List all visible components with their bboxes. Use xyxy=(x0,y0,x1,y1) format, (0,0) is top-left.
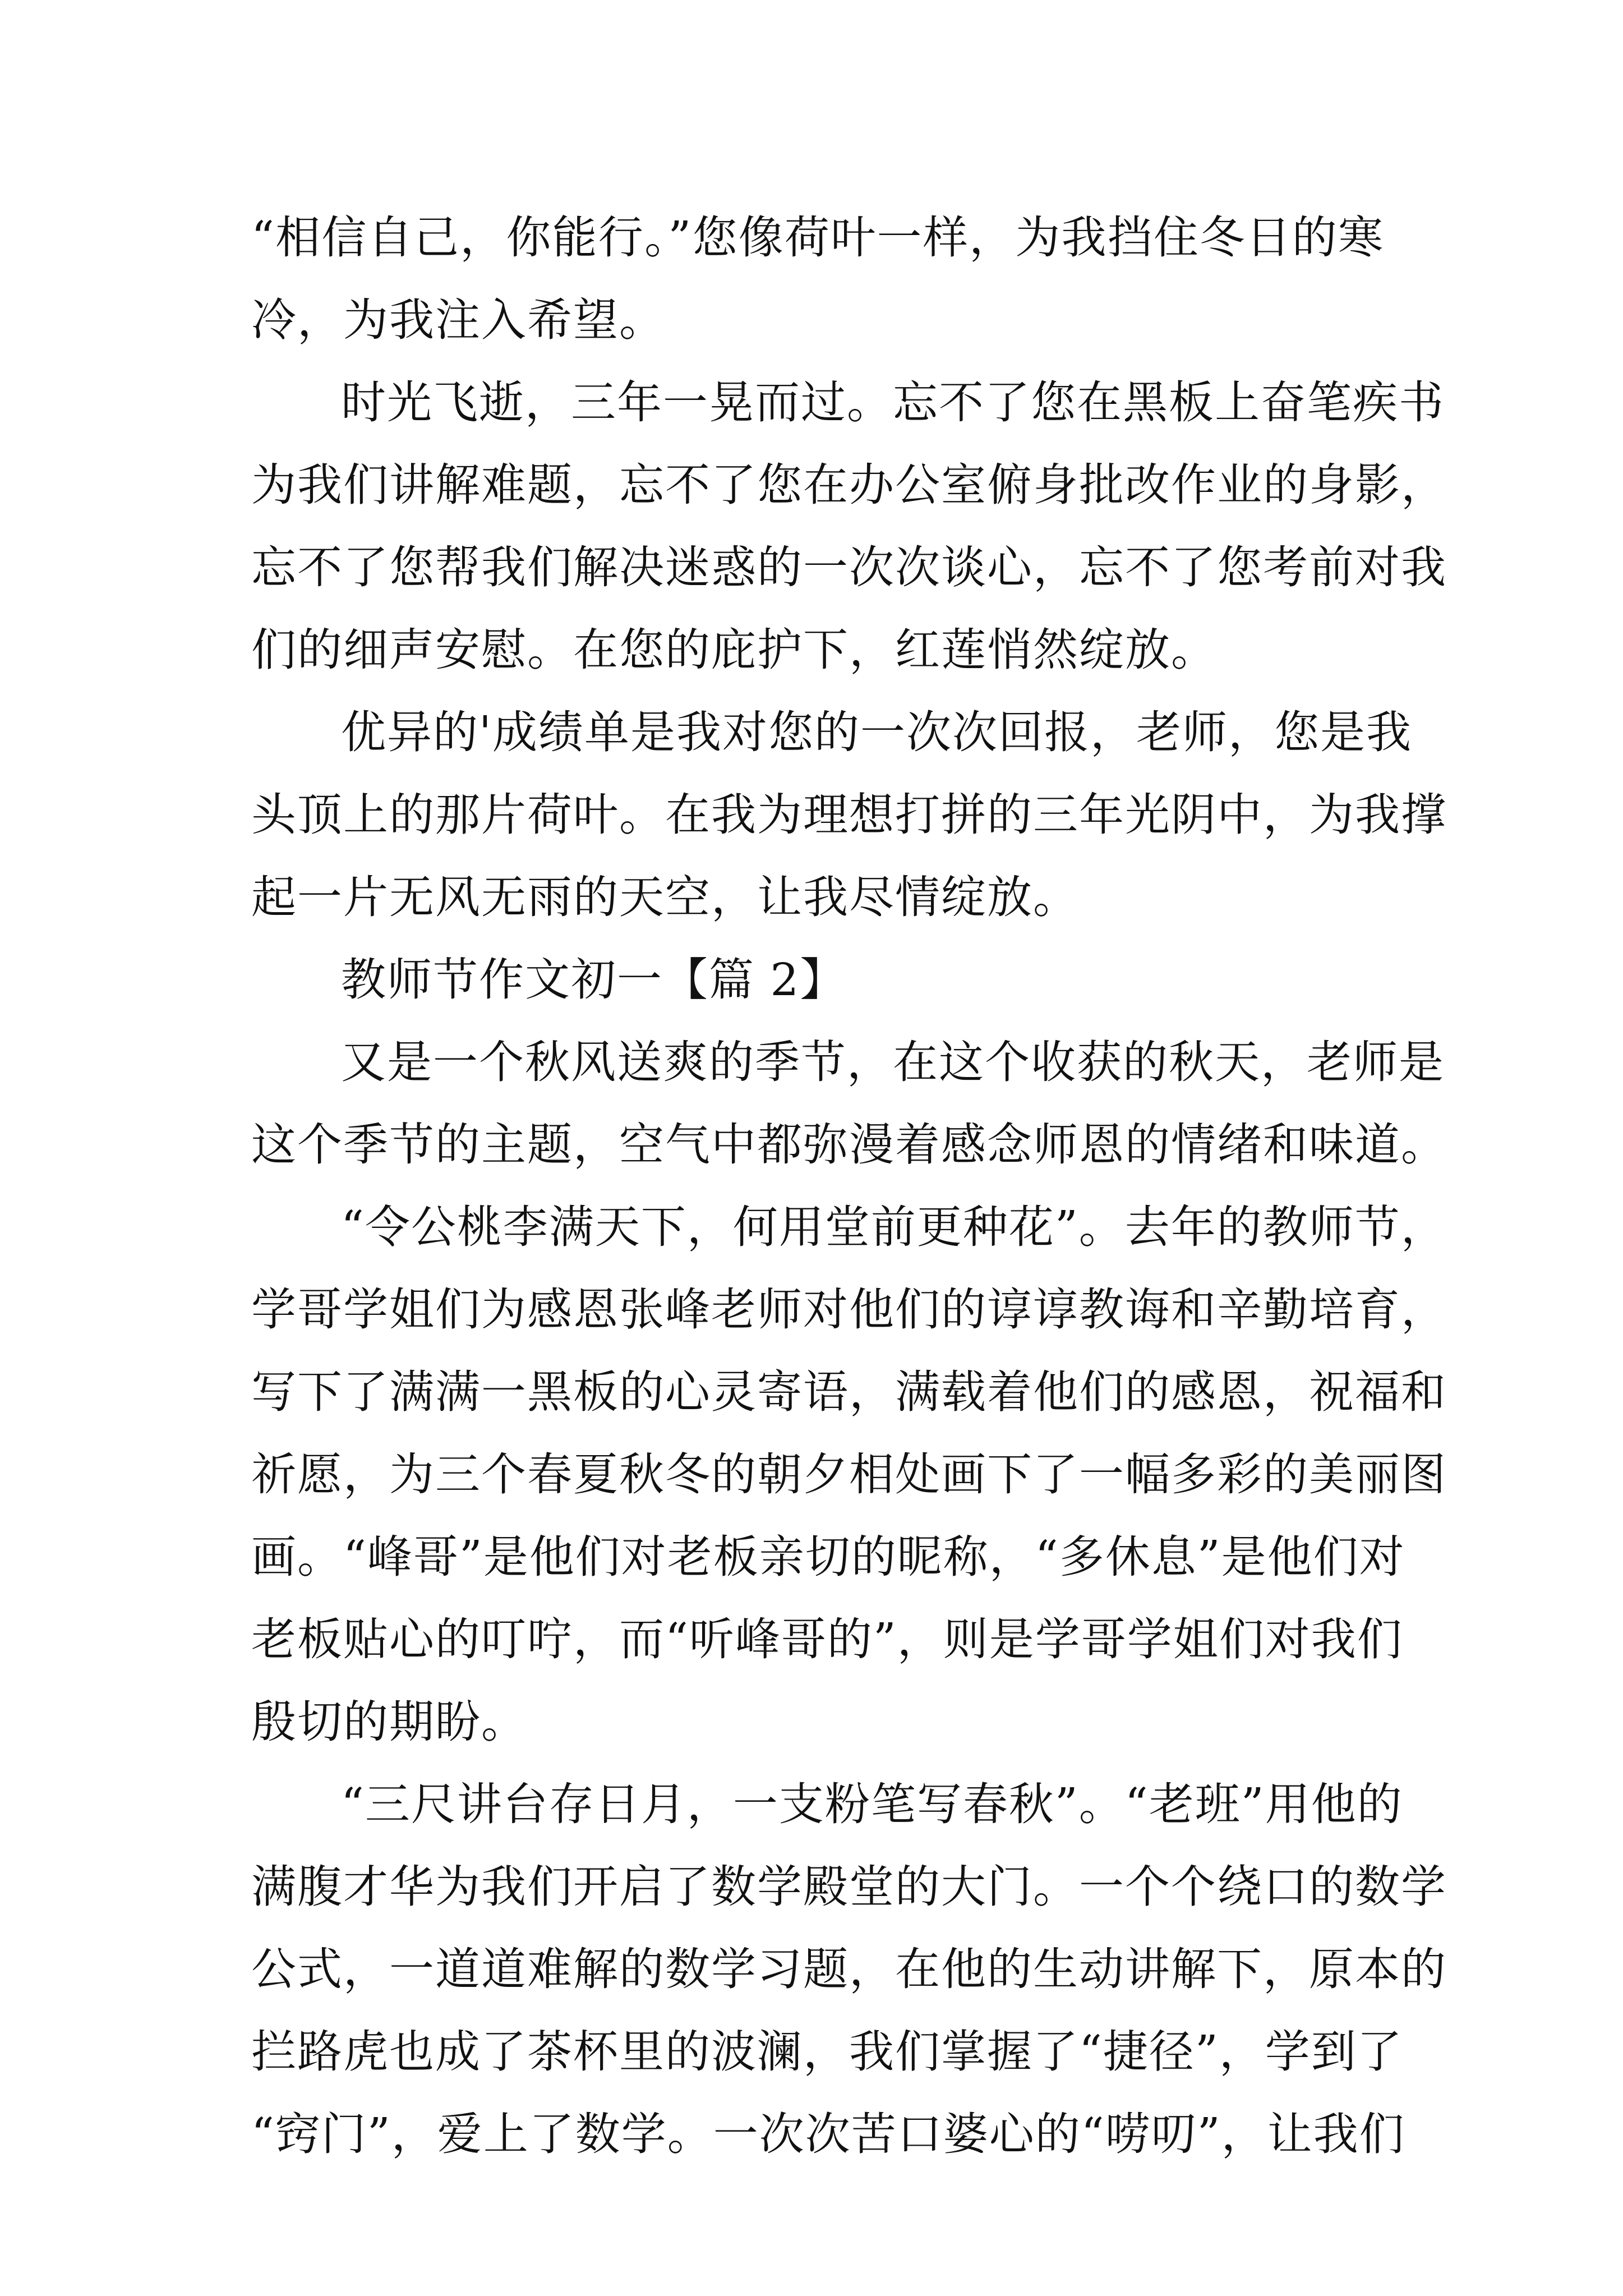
text-line: “三尺讲台存日月，一支粉笔写春秋”。“老班”用他的 xyxy=(341,1778,1403,1830)
text-line: 又是一个秋风送爽的季节，在这个收获的秋天，老师是 xyxy=(341,1036,1445,1088)
text-line: 时光飞逝，三年一晃而过。忘不了您在黑板上奋笔疾书 xyxy=(341,376,1445,429)
text-line: 这个季节的主题，空气中都弥漫着感念师恩的情绪和味道。 xyxy=(251,1119,1447,1171)
text-line: 忘不了您帮我们解决迷惑的一次次谈心，忘不了您考前对我 xyxy=(251,541,1447,593)
text-line: 冷，为我注入希望。 xyxy=(251,294,665,346)
text-line: 拦路虎也成了茶杯里的波澜，我们掌握了“捷径”，学到了 xyxy=(251,2026,1403,2078)
text-line: “令公桃李满天下，何用堂前更种花”。去年的教师节， xyxy=(341,1201,1447,1253)
text-line: 祈愿，为三个春夏秋冬的朝夕相处画下了一幅多彩的美丽图 xyxy=(251,1448,1447,1501)
essay-body xyxy=(251,196,1447,2175)
text-line: 头顶上的那片荷叶。在我为理想打拼的三年光阴中，为我撑 xyxy=(251,789,1447,841)
text-line: 殷切的期盼。 xyxy=(251,1696,527,1748)
section-heading: 教师节作文初一【篇 2】 xyxy=(341,954,846,1006)
text-line: 画。“峰哥”是他们对老板亲切的昵称，“多休息”是他们对 xyxy=(251,1531,1405,1583)
text-line: 公式，一道道难解的数学习题，在他的生动讲解下，原本的 xyxy=(251,1943,1447,1995)
text-line: 优异的'成绩单是我对您的一次次回报，老师，您是我 xyxy=(341,706,1412,758)
text-line: 学哥学姐们为感恩张峰老师对他们的谆谆教诲和辛勤培育， xyxy=(251,1283,1447,1336)
text-line: 们的细声安慰。在您的庇护下，红莲悄然绽放。 xyxy=(251,624,1217,676)
text-line: 满腹才华为我们开启了数学殿堂的大门。一个个绕口的数学 xyxy=(251,1861,1447,1913)
text-line: 老板贴心的叮咛，而“听峰哥的”，则是学哥学姐们对我们 xyxy=(251,1613,1403,1665)
text-line: 为我们讲解难题，忘不了您在办公室俯身批改作业的身影， xyxy=(251,459,1447,511)
text-line: 起一片无风无雨的天空，让我尽情绽放。 xyxy=(251,871,1079,923)
text-line: 写下了满满一黑板的心灵寄语，满载着他们的感恩，祝福和 xyxy=(251,1366,1447,1418)
text-line: “相信自己，你能行。”您像荷叶一样，为我挡住冬日的寒 xyxy=(251,211,1384,264)
text-line: “窍门”，爱上了数学。一次次苦口婆心的“唠叨”，让我们 xyxy=(251,2108,1405,2160)
